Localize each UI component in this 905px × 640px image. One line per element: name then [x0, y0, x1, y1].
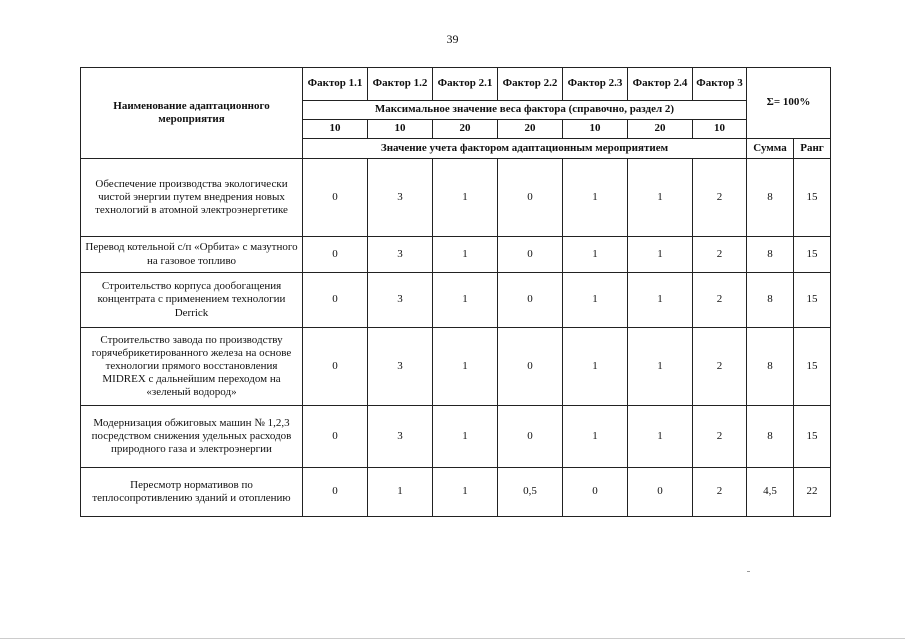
rank-cell: 22 [794, 468, 831, 517]
weight-cell: 10 [303, 120, 368, 139]
value-cell: 0 [498, 159, 563, 237]
factor-header: Фактор 1.1 [303, 68, 368, 101]
values-header: Значение учета фактором адаптационным мероприятием [303, 139, 747, 159]
value-cell: 1 [433, 406, 498, 468]
rank-cell: 15 [794, 406, 831, 468]
value-cell: 1 [433, 159, 498, 237]
total-percent-header: Σ= 100% [747, 68, 831, 139]
table-row [81, 468, 831, 517]
value-cell: 1 [628, 328, 693, 406]
weight-cell: 10 [693, 120, 747, 139]
measure-name-header: Наименование адаптационного мероприятия [81, 68, 303, 159]
measure-name: Модернизация обжиговых машин № 1,2,3 посредством снижения удельных расходов природного газа и электроэнергии [81, 406, 303, 468]
value-cell: 3 [368, 406, 433, 468]
value-cell: 2 [693, 273, 747, 328]
value-cell: 0 [303, 237, 368, 273]
value-cell: 0 [498, 237, 563, 273]
page-bottom-edge [0, 638, 905, 639]
value-cell: 1 [628, 159, 693, 237]
value-cell: 1 [563, 406, 628, 468]
rank-cell: 15 [794, 328, 831, 406]
measure-name: Пересмотр нормативов по теплосопротивлению зданий и отоплению [81, 468, 303, 517]
value-cell: 1 [433, 328, 498, 406]
factor-header: Фактор 2.4 [628, 68, 693, 101]
value-cell: 0 [303, 273, 368, 328]
factor-header: Фактор 2.2 [498, 68, 563, 101]
value-cell: 1 [433, 468, 498, 517]
factor-header: Фактор 2.1 [433, 68, 498, 101]
value-cell: 2 [693, 159, 747, 237]
value-cell: 0 [498, 406, 563, 468]
weight-cell: 20 [433, 120, 498, 139]
rank-cell: 15 [794, 237, 831, 273]
sum-cell: 4,5 [747, 468, 794, 517]
table-row [81, 159, 831, 237]
scan-speck [747, 571, 750, 572]
factor-header: Фактор 2.3 [563, 68, 628, 101]
value-cell: 2 [693, 328, 747, 406]
table-row [81, 328, 831, 406]
value-cell: 2 [693, 468, 747, 517]
measure-name: Перевод котельной с/п «Орбита» с мазутного на газовое топливо [81, 237, 303, 273]
value-cell: 0 [303, 468, 368, 517]
factor-header: Фактор 1.2 [368, 68, 433, 101]
value-cell: 0 [303, 328, 368, 406]
value-cell: 1 [563, 328, 628, 406]
sum-cell: 8 [747, 406, 794, 468]
page-number: 39 [446, 32, 459, 46]
max-weight-header: Максимальное значение веса фактора (справочно, раздел 2) [303, 101, 747, 120]
weight-cell: 10 [368, 120, 433, 139]
value-cell: 1 [563, 159, 628, 237]
value-cell: 0 [563, 468, 628, 517]
value-cell: 0 [303, 159, 368, 237]
sum-cell: 8 [747, 237, 794, 273]
value-cell: 3 [368, 159, 433, 237]
value-cell: 0,5 [498, 468, 563, 517]
sum-cell: 8 [747, 328, 794, 406]
value-cell: 2 [693, 237, 747, 273]
value-cell: 3 [368, 273, 433, 328]
value-cell: 3 [368, 237, 433, 273]
weight-cell: 10 [563, 120, 628, 139]
table-row [81, 406, 831, 468]
rank-header: Ранг [794, 139, 831, 159]
value-cell: 3 [368, 328, 433, 406]
value-cell: 1 [433, 237, 498, 273]
value-cell: 1 [433, 273, 498, 328]
adaptation-measures-table [80, 67, 831, 517]
table-row [81, 237, 831, 273]
sum-header: Сумма [747, 139, 794, 159]
weight-cell: 20 [628, 120, 693, 139]
sum-cell: 8 [747, 159, 794, 237]
value-cell: 1 [628, 237, 693, 273]
value-cell: 0 [498, 328, 563, 406]
table-row [81, 273, 831, 328]
value-cell: 0 [303, 406, 368, 468]
value-cell: 1 [368, 468, 433, 517]
measure-name: Строительство корпуса дообогащения концентрата с применением технологии Derrick [81, 273, 303, 328]
measure-name: Строительство завода по производству горячебрикетированного железа на основе технологии прямого восстановления MIDREX с дальнейшим переходом на «зеленый водород» [81, 328, 303, 406]
value-cell: 0 [498, 273, 563, 328]
value-cell: 1 [563, 273, 628, 328]
value-cell: 0 [628, 468, 693, 517]
value-cell: 2 [693, 406, 747, 468]
sum-cell: 8 [747, 273, 794, 328]
value-cell: 1 [628, 273, 693, 328]
factor-header: Фактор 3 [693, 68, 747, 101]
measure-name: Обеспечение производства экологически чистой энергии путем внедрения новых технологий в атомной электроэнергетике [81, 159, 303, 237]
weight-cell: 20 [498, 120, 563, 139]
value-cell: 1 [563, 237, 628, 273]
rank-cell: 15 [794, 159, 831, 237]
value-cell: 1 [628, 406, 693, 468]
rank-cell: 15 [794, 273, 831, 328]
